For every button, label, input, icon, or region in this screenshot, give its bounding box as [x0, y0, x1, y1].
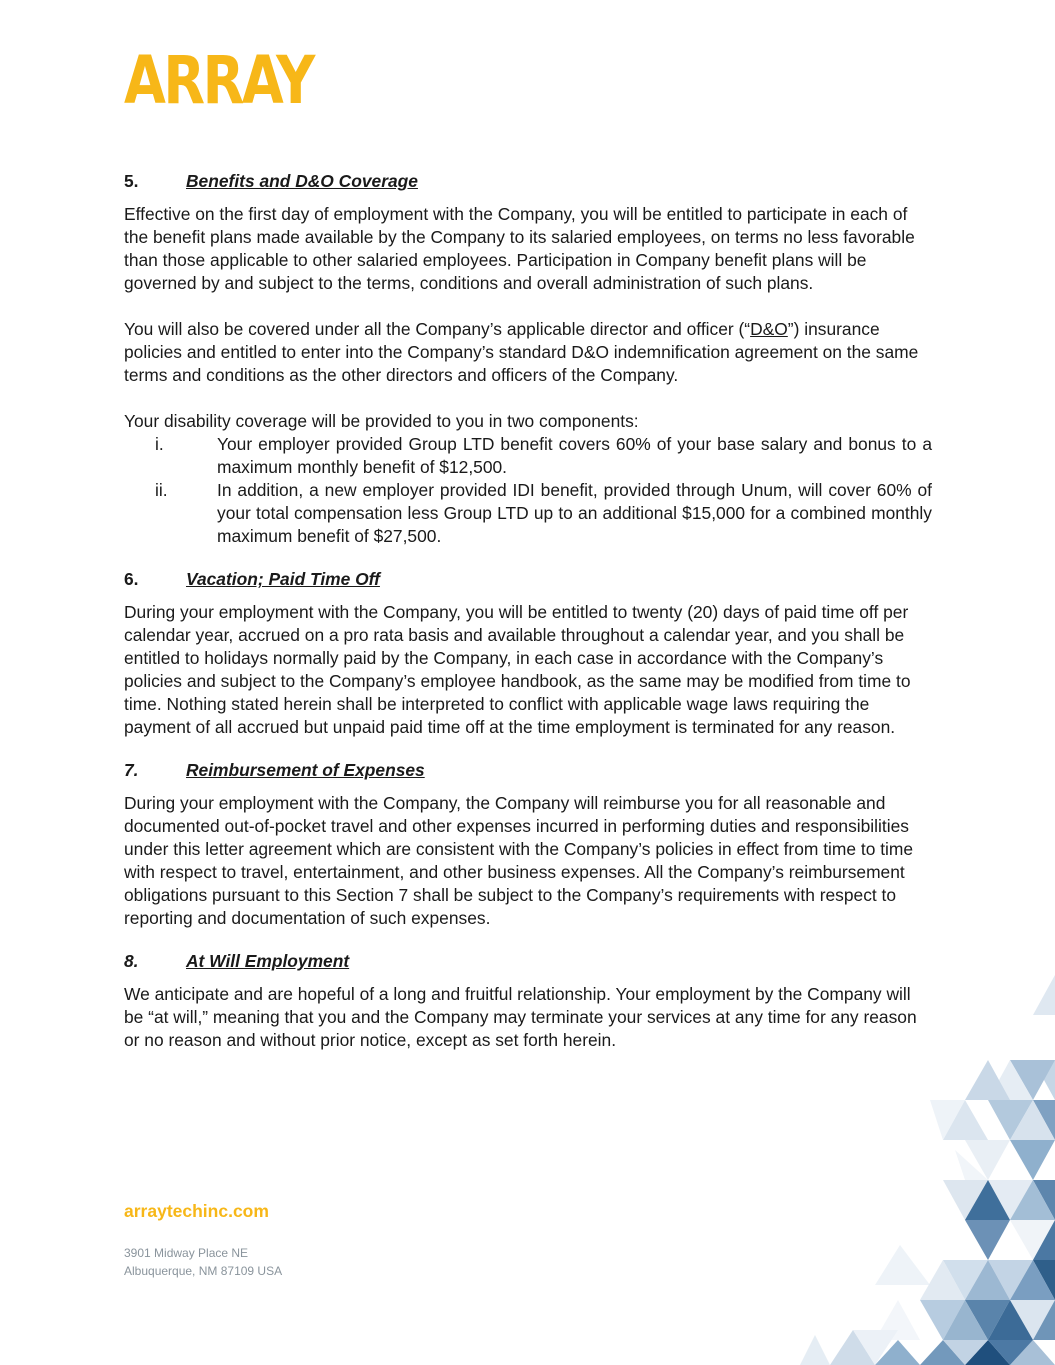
section-title: Reimbursement of Expenses [186, 760, 425, 780]
section-6-heading [124, 568, 932, 591]
array-logo: ARRAY [124, 42, 313, 119]
section-title: Benefits and D&O Coverage [186, 171, 418, 191]
document-body [124, 170, 932, 1052]
section-5-paragraph-dno [124, 318, 932, 387]
section-number: 6. [124, 569, 139, 589]
disability-list [124, 433, 932, 548]
section-8-paragraph: We anticipate and are hopeful of a long and fruitful relationship. Your employment by the Company will be “at will,” meaning that you and the Company may terminate your services at any time for any reason or no reason and without prior notice, except as set forth herein. [124, 984, 917, 1050]
list-marker: i. [155, 434, 164, 454]
section-5-paragraph-benefits: Effective on the first day of employment with the Company, you will be entitled to participate in each of the benefit plans made available by the Company to its salaried employees, on terms no less favorable than those applicable to other salaried employees. Participation in Company benefit plans will be governed by and subject to the terms, conditions and overall administration of such plans. [124, 204, 915, 293]
section-6-paragraph: During your employment with the Company, you will be entitled to twenty (20) days of paid time off per calendar year, accrued on a pro rata basis and available throughout a calendar year, and you shall be entitled to holidays normally paid by the Company, in each case in accordance with the Company’s policies and subject to the Company’s employee handbook, as the same may be modified from time to time. Nothing stated herein shall be interpreted to conflict with applicable wage laws requiring the payment of all accrued but unpaid paid time off at the time employment is terminated for any reason. [124, 602, 911, 737]
list-item-text: Your employer provided Group LTD benefit covers 60% of your base salary and bonus to a maximum monthly benefit of $12,500. [217, 434, 932, 477]
list-item [124, 479, 932, 548]
list-item-text: In addition, a new employer provided IDI benefit, provided through Unum, will cover 60% of your total compensation less Group LTD up to an additional $15,000 for a combined monthly maximum benefit of $27,500. [217, 480, 932, 546]
section-7-heading [124, 759, 932, 782]
section-5-heading [124, 170, 932, 193]
section-7-paragraph: During your employment with the Company, the Company will reimburse you for all reasonable and documented out-of-pocket travel and other expenses incurred in performing duties and responsibilities under this letter agreement which are consistent with the Company’s policies in effect from time to time with respect to travel, entertainment, and other business expenses. All the Company’s reimbursement obligations pursuant to this Section 7 shall be subject to the Company’s requirements with respect to reporting and documentation of such expenses. [124, 793, 914, 928]
footer-address [124, 1244, 282, 1280]
section-5-paragraph-disability: Your disability coverage will be provided to you in two components: [124, 411, 639, 431]
section-title: Vacation; Paid Time Off [186, 569, 380, 589]
dno-text-after: ”) insurance policies and entitled to enter into the Company’s standard D&O indemnification agreement on the same terms and conditions as the other directors and officers of the Company. [124, 319, 919, 385]
section-title: At Will Employment [186, 951, 350, 971]
section-number: 7. [124, 760, 139, 780]
list-item [124, 433, 932, 479]
section-number: 5. [124, 171, 139, 191]
dno-text-before: You will also be covered under all the Company’s applicable director and officer (“ [124, 319, 751, 339]
section-number: 8. [124, 951, 139, 971]
list-marker: ii. [155, 480, 168, 500]
footer-website-link[interactable]: arraytechinc.com [124, 1201, 269, 1221]
address-line-1: 3901 Midway Place NE [124, 1246, 249, 1260]
section-8-heading [124, 950, 932, 973]
address-line-2: Albuquerque, NM 87109 USA [124, 1264, 283, 1278]
dno-defined-term: D&O [750, 319, 788, 339]
